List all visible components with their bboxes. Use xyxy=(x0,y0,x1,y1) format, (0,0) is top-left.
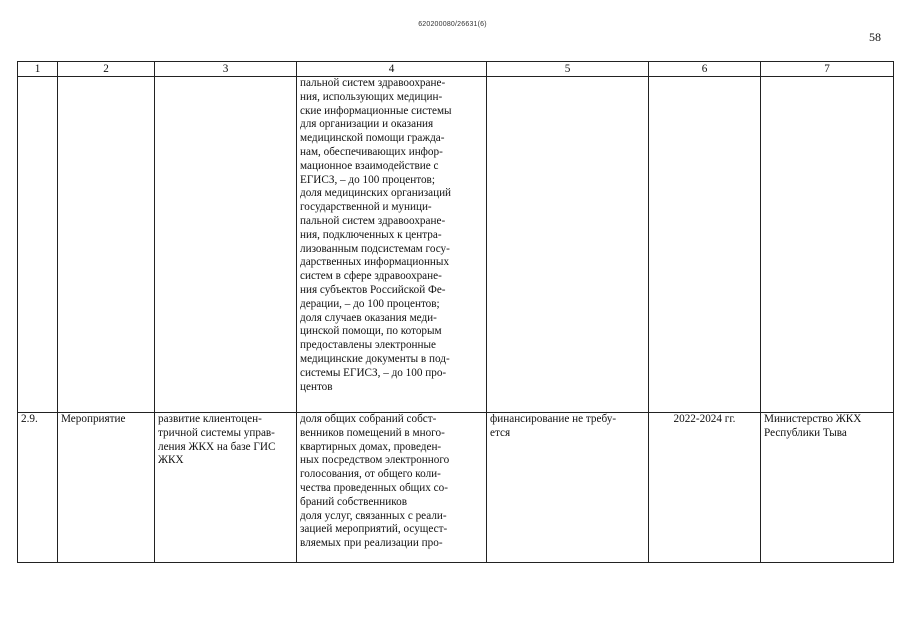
header-col-4: 4 xyxy=(297,62,487,77)
indicators-cell xyxy=(297,413,487,563)
responsible-cell xyxy=(761,413,894,563)
header-row xyxy=(18,62,894,77)
text-line: доля случаев оказания меди- xyxy=(300,311,437,324)
text-line: ЖКХ xyxy=(158,454,184,467)
text-line: ские информационные системы xyxy=(300,104,452,117)
text-line: лизованным подсистемам госу- xyxy=(300,242,450,255)
header-col-5: 5 xyxy=(487,62,649,77)
header-col-3: 3 xyxy=(155,62,297,77)
text-line: пальной систем здравоохране- xyxy=(300,77,446,89)
text-line: дарственных информационных xyxy=(300,256,450,269)
header-col-6: 6 xyxy=(649,62,761,77)
text-line: для организации и оказания xyxy=(300,118,434,131)
text-line: доля медицинских организаций xyxy=(300,187,452,200)
header-col-7: 7 xyxy=(761,62,894,77)
text-line: систем в сфере здравоохране- xyxy=(300,270,442,283)
page-number: 58 xyxy=(869,30,881,44)
text-line: зацией мероприятий, осущест- xyxy=(300,523,448,536)
text-line: квартирных домах, проведен- xyxy=(300,440,442,453)
row-type: Мероприятие xyxy=(58,413,155,563)
cell-empty xyxy=(18,77,58,413)
text-line: ния субъектов Российской Фе- xyxy=(300,283,446,296)
text-line: ления ЖКХ на базе ГИС xyxy=(158,440,276,453)
header-col-1: 1 xyxy=(18,62,58,77)
document-id: 620200080/26631(6) xyxy=(418,21,487,28)
row-number: 2.9. xyxy=(18,413,58,563)
text-line: доля общих собраний собст- xyxy=(300,413,437,425)
financing-cell xyxy=(487,413,649,563)
cell-empty xyxy=(761,77,894,413)
text-line: нам, обеспечивающих инфор- xyxy=(300,145,443,158)
text-line: вляемых при реализации про- xyxy=(300,537,443,550)
text-line: системы ЕГИСЗ, – до 100 про- xyxy=(300,366,447,379)
table-row-continued xyxy=(18,77,894,413)
table-row-2-9 xyxy=(18,413,894,563)
text-line: дерации, – до 100 процентов; xyxy=(300,297,440,310)
text-line: мационное взаимодействие с xyxy=(300,159,439,172)
text-line: ния, подключенных к центра- xyxy=(300,228,442,241)
text-line: ния, использующих медицин- xyxy=(300,90,443,103)
text-line: ется xyxy=(490,426,511,439)
text-line: доля услуг, связанных с реали- xyxy=(300,509,447,522)
cell-empty xyxy=(155,77,297,413)
text-line: ЕГИСЗ, – до 100 процентов; xyxy=(300,173,435,186)
text-line: Министерство ЖКХ xyxy=(764,413,862,425)
measures-table xyxy=(17,61,894,563)
text-line: пальной систем здравоохране- xyxy=(300,214,446,227)
period-cell: 2022-2024 гг. xyxy=(649,413,761,563)
text-line: ных посредством электронного xyxy=(300,454,450,467)
text-line: развитие клиентоцен- xyxy=(158,413,262,425)
text-line: государственной и муници- xyxy=(300,201,432,214)
text-line: медицинские документы в под- xyxy=(300,352,450,365)
cell-empty xyxy=(649,77,761,413)
text-line: голосования, от общего коли- xyxy=(300,468,441,481)
text-line: браний собственников xyxy=(300,495,408,508)
text-line: Республики Тыва xyxy=(764,426,847,439)
text-line: тричной системы управ- xyxy=(158,426,275,439)
text-line: чества проведенных общих со- xyxy=(300,481,448,494)
header-col-2: 2 xyxy=(58,62,155,77)
text-line: медицинской помощи гражда- xyxy=(300,132,445,145)
text-line: предоставлены электронные xyxy=(300,339,437,352)
indicators-cell xyxy=(297,77,487,413)
cell-empty xyxy=(58,77,155,413)
cell-empty xyxy=(487,77,649,413)
text-line: цинской помощи, по которым xyxy=(300,325,442,338)
text-line: центов xyxy=(300,380,333,393)
measure-description xyxy=(155,413,297,563)
text-line: венников помещений в много- xyxy=(300,426,445,439)
text-line: финансирование не требу- xyxy=(490,413,617,425)
